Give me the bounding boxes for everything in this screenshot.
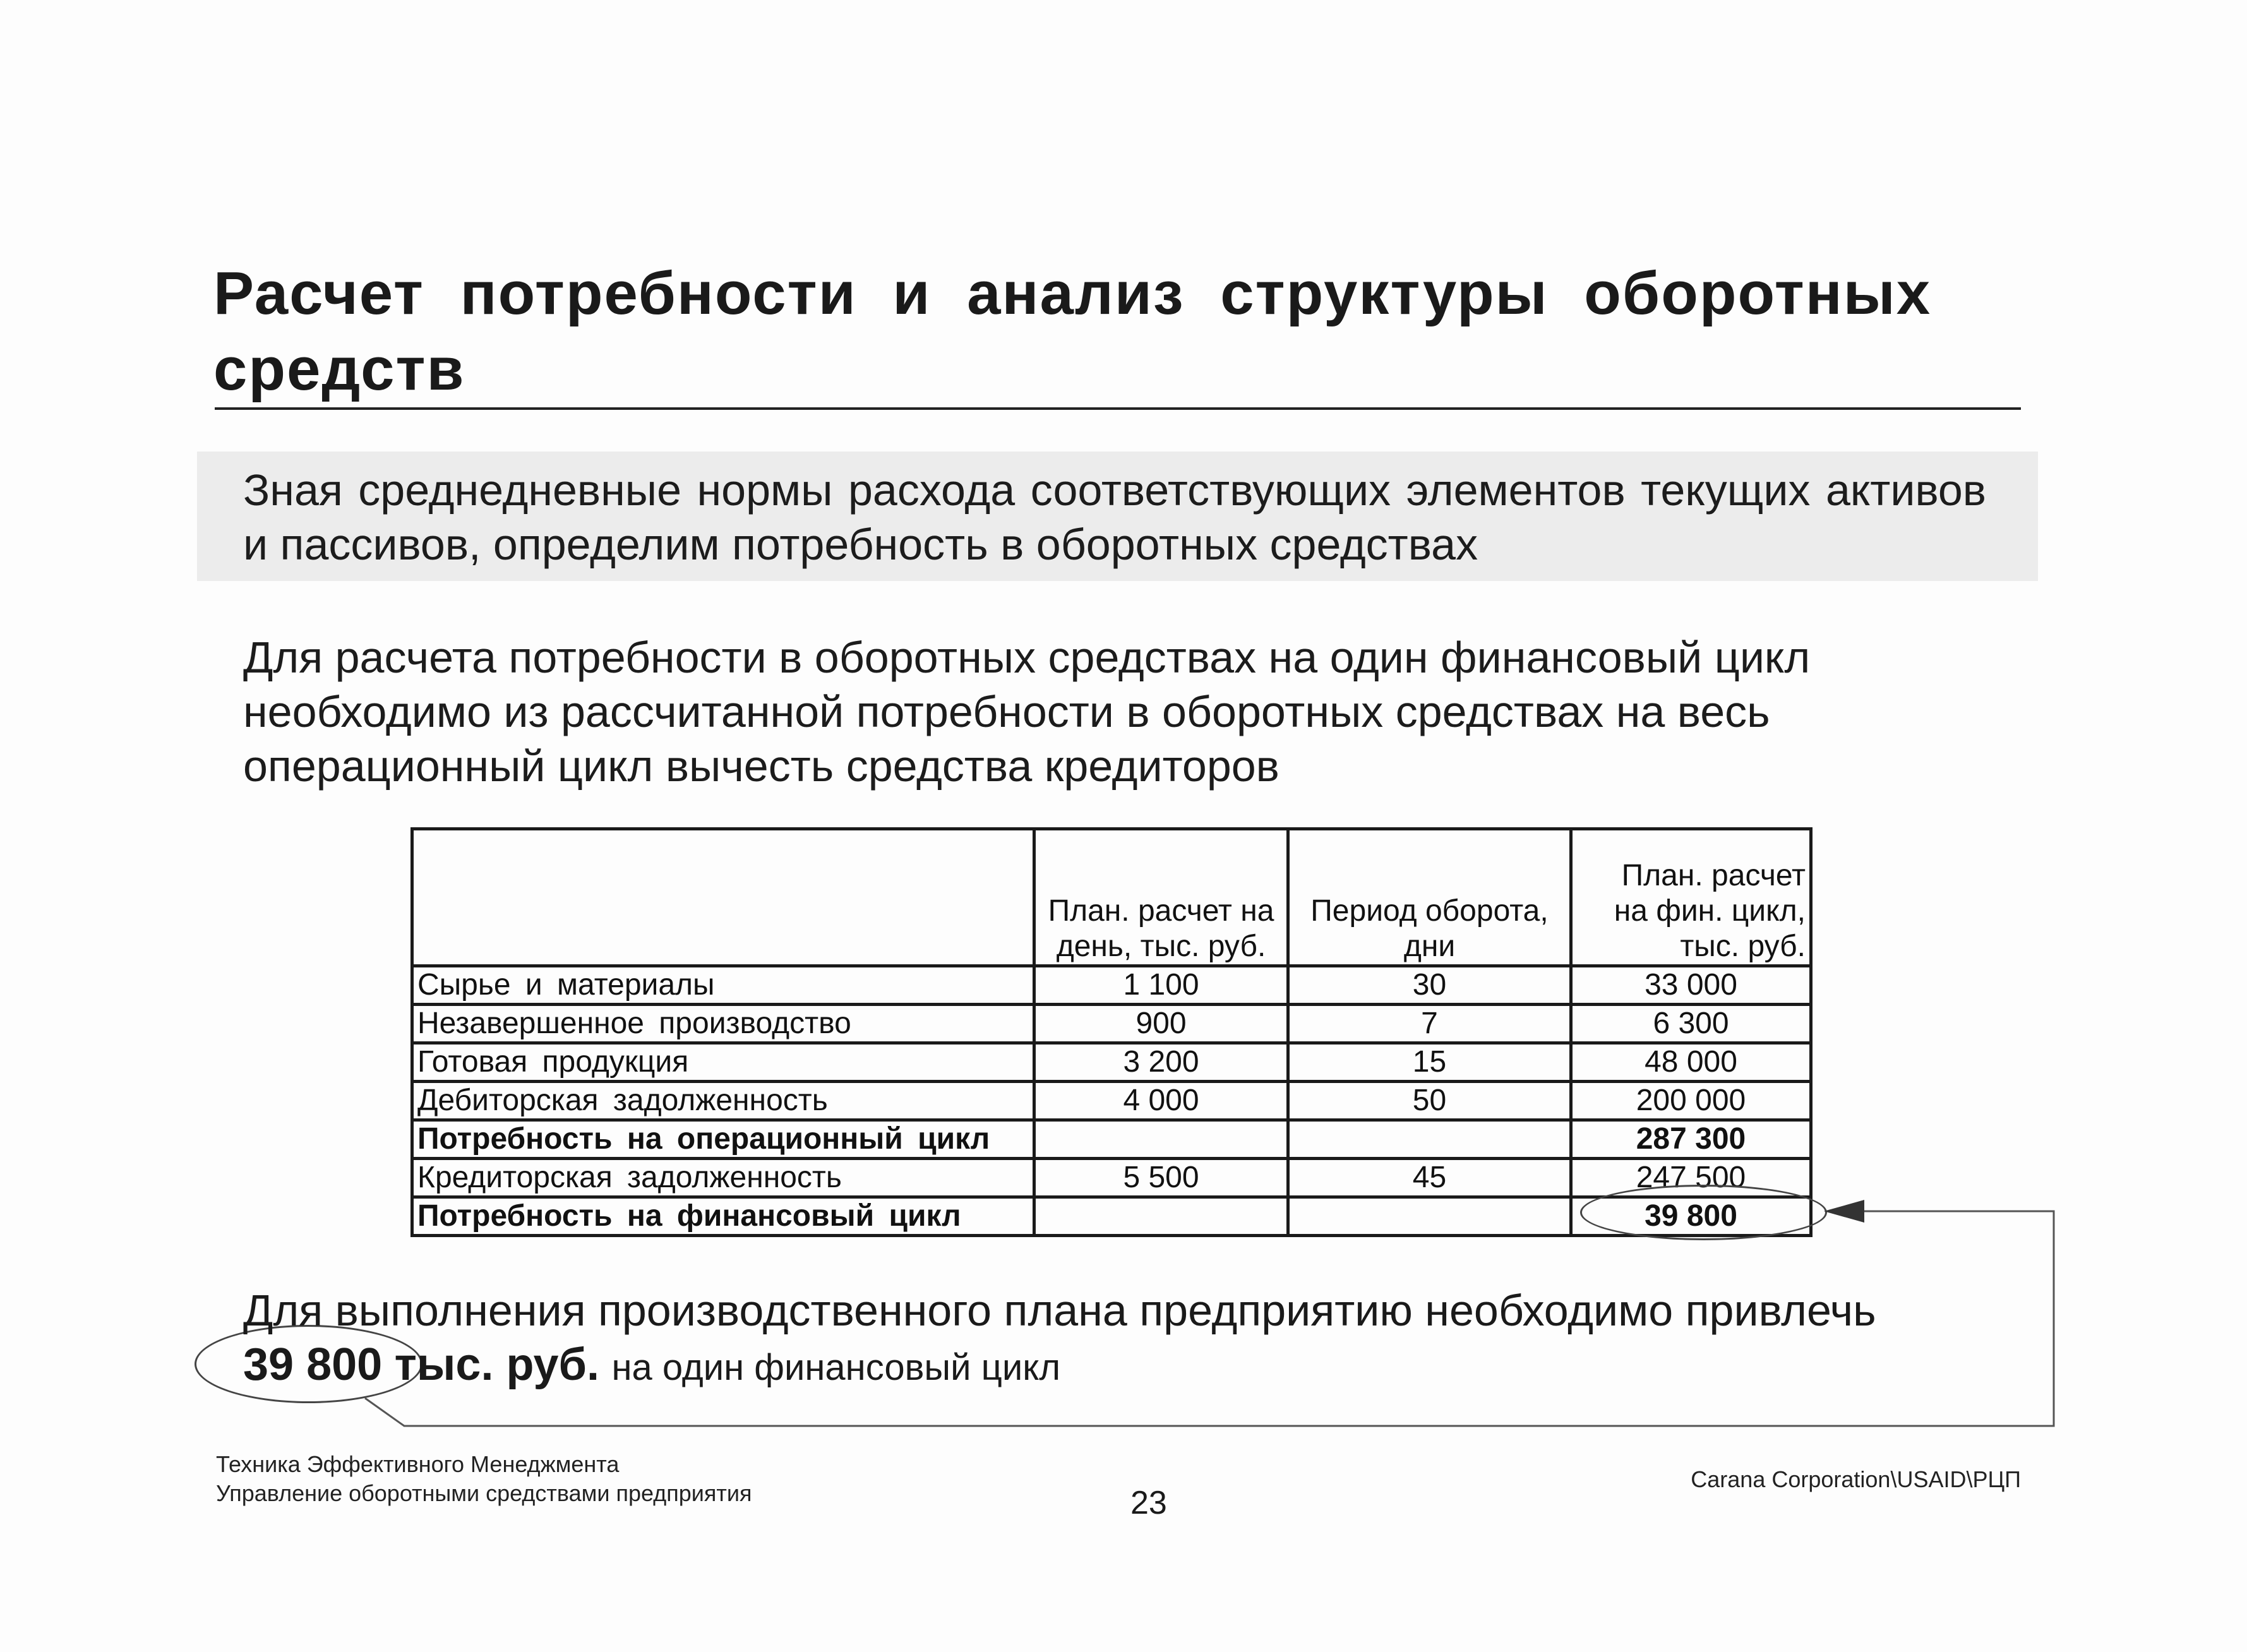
row-period: 7 bbox=[1288, 1005, 1571, 1043]
row-period: 50 bbox=[1288, 1082, 1571, 1120]
row-period: 30 bbox=[1288, 966, 1571, 1005]
row-name: Дебиторская задолженность bbox=[412, 1082, 1034, 1120]
row-per-day: 1 100 bbox=[1034, 966, 1288, 1005]
row-per-cycle: 33 000 bbox=[1571, 966, 1811, 1005]
row-period: 45 bbox=[1288, 1159, 1571, 1197]
row-name: Сырье и материалы bbox=[412, 966, 1034, 1005]
explanation-line: необходимо из рассчитанной потребности в оборотных средствах на весь bbox=[243, 687, 1770, 736]
footer-module-title: Управление оборотными средствами предприятия bbox=[216, 1480, 752, 1506]
row-per-day: 4 000 bbox=[1034, 1082, 1288, 1120]
row-per-cycle: 39 800 bbox=[1571, 1197, 1811, 1236]
row-name: Потребность на финансовый цикл bbox=[412, 1197, 1034, 1236]
row-per-day: 3 200 bbox=[1034, 1043, 1288, 1082]
conclusion-rest: на один финансовый цикл bbox=[611, 1347, 1061, 1388]
intro-paragraph: Зная среднедневные нормы расхода соответствующих элементов текущих активов и пассивов, определим потребность в оборотных средствах bbox=[243, 465, 1986, 569]
row-name: Незавершенное производство bbox=[412, 1005, 1034, 1043]
conclusion-amount: 39 800 bbox=[243, 1339, 383, 1390]
row-period: 15 bbox=[1288, 1043, 1571, 1082]
page-title: Расчет потребности и анализ структуры оборотных средств bbox=[213, 260, 1932, 403]
footer-right: Carana Corporation\USAID\РЦП bbox=[1691, 1466, 2021, 1492]
explanation-line: операционный цикл вычесть средства кредиторов bbox=[243, 741, 1279, 791]
row-per-cycle: 6 300 bbox=[1571, 1005, 1811, 1043]
row-per-day: 900 bbox=[1034, 1005, 1288, 1043]
row-per-cycle: 287 300 bbox=[1571, 1120, 1811, 1159]
row-per-cycle: 247 500 bbox=[1571, 1159, 1811, 1197]
row-per-cycle: 48 000 bbox=[1571, 1043, 1811, 1082]
footer-left bbox=[216, 1450, 752, 1508]
conclusion-line: Для выполнения производственного плана предприятию необходимо привлечь bbox=[243, 1286, 1876, 1335]
explanation-line: Для расчета потребности в оборотных средствах на один финансовый цикл bbox=[243, 633, 1811, 682]
footer-course-title: Техника Эффективного Менеджмента bbox=[216, 1451, 620, 1477]
header-per-day: План. расчет на день, тыс. руб. bbox=[1034, 829, 1288, 966]
row-name: Готовая продукция bbox=[412, 1043, 1034, 1082]
page-number: 23 bbox=[1130, 1485, 1167, 1521]
row-per-cycle: 200 000 bbox=[1571, 1082, 1811, 1120]
header-period: Период оборота, дни bbox=[1288, 829, 1571, 966]
conclusion-unit: тыс. руб. bbox=[394, 1339, 600, 1390]
row-per-day: 5 500 bbox=[1034, 1159, 1288, 1197]
row-name: Потребность на операционный цикл bbox=[412, 1120, 1034, 1159]
header-per-cycle: План. расчет на фин. цикл, тыс. руб. bbox=[1571, 829, 1811, 966]
row-name: Кредиторская задолженность bbox=[412, 1159, 1034, 1197]
conclusion-paragraph bbox=[243, 1283, 2011, 1395]
